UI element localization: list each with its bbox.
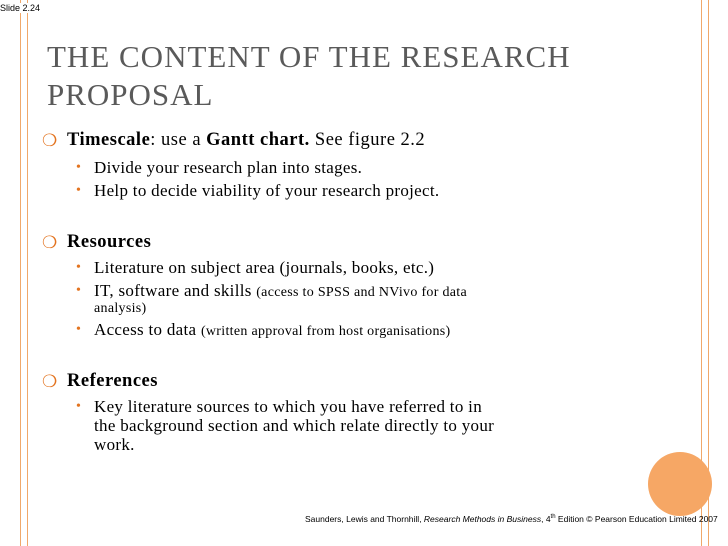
circle-bullet-icon: ❍ bbox=[42, 233, 58, 252]
dot-bullet-icon: • bbox=[76, 160, 82, 175]
decorative-circle bbox=[648, 452, 712, 516]
title-line-1: THE CONTENT OF THE RESEARCH bbox=[47, 39, 571, 74]
timescale-text: Timescale: use a Gantt chart. See figure 2.2 bbox=[67, 130, 426, 150]
left-border-line bbox=[20, 0, 21, 546]
circle-bullet-icon: ❍ bbox=[42, 372, 58, 391]
slide-number: Slide 2.24 bbox=[0, 3, 41, 13]
title-line-2: PROPOSAL bbox=[47, 77, 214, 112]
right-border-line bbox=[708, 0, 709, 546]
footer-citation: Saunders, Lewis and Thornhill, Research Methods in Business, 4th Edition © Pearson Education Limited 2007 bbox=[305, 514, 718, 524]
dot-bullet-icon: • bbox=[76, 183, 82, 198]
slide-title bbox=[47, 38, 647, 114]
dot-bullet-icon: • bbox=[76, 283, 82, 298]
dot-bullet-icon: • bbox=[76, 322, 82, 337]
circle-bullet-icon: ❍ bbox=[42, 131, 58, 150]
dot-bullet-icon: • bbox=[76, 399, 82, 414]
left-border-line bbox=[27, 0, 28, 546]
dot-bullet-icon: • bbox=[76, 260, 82, 275]
